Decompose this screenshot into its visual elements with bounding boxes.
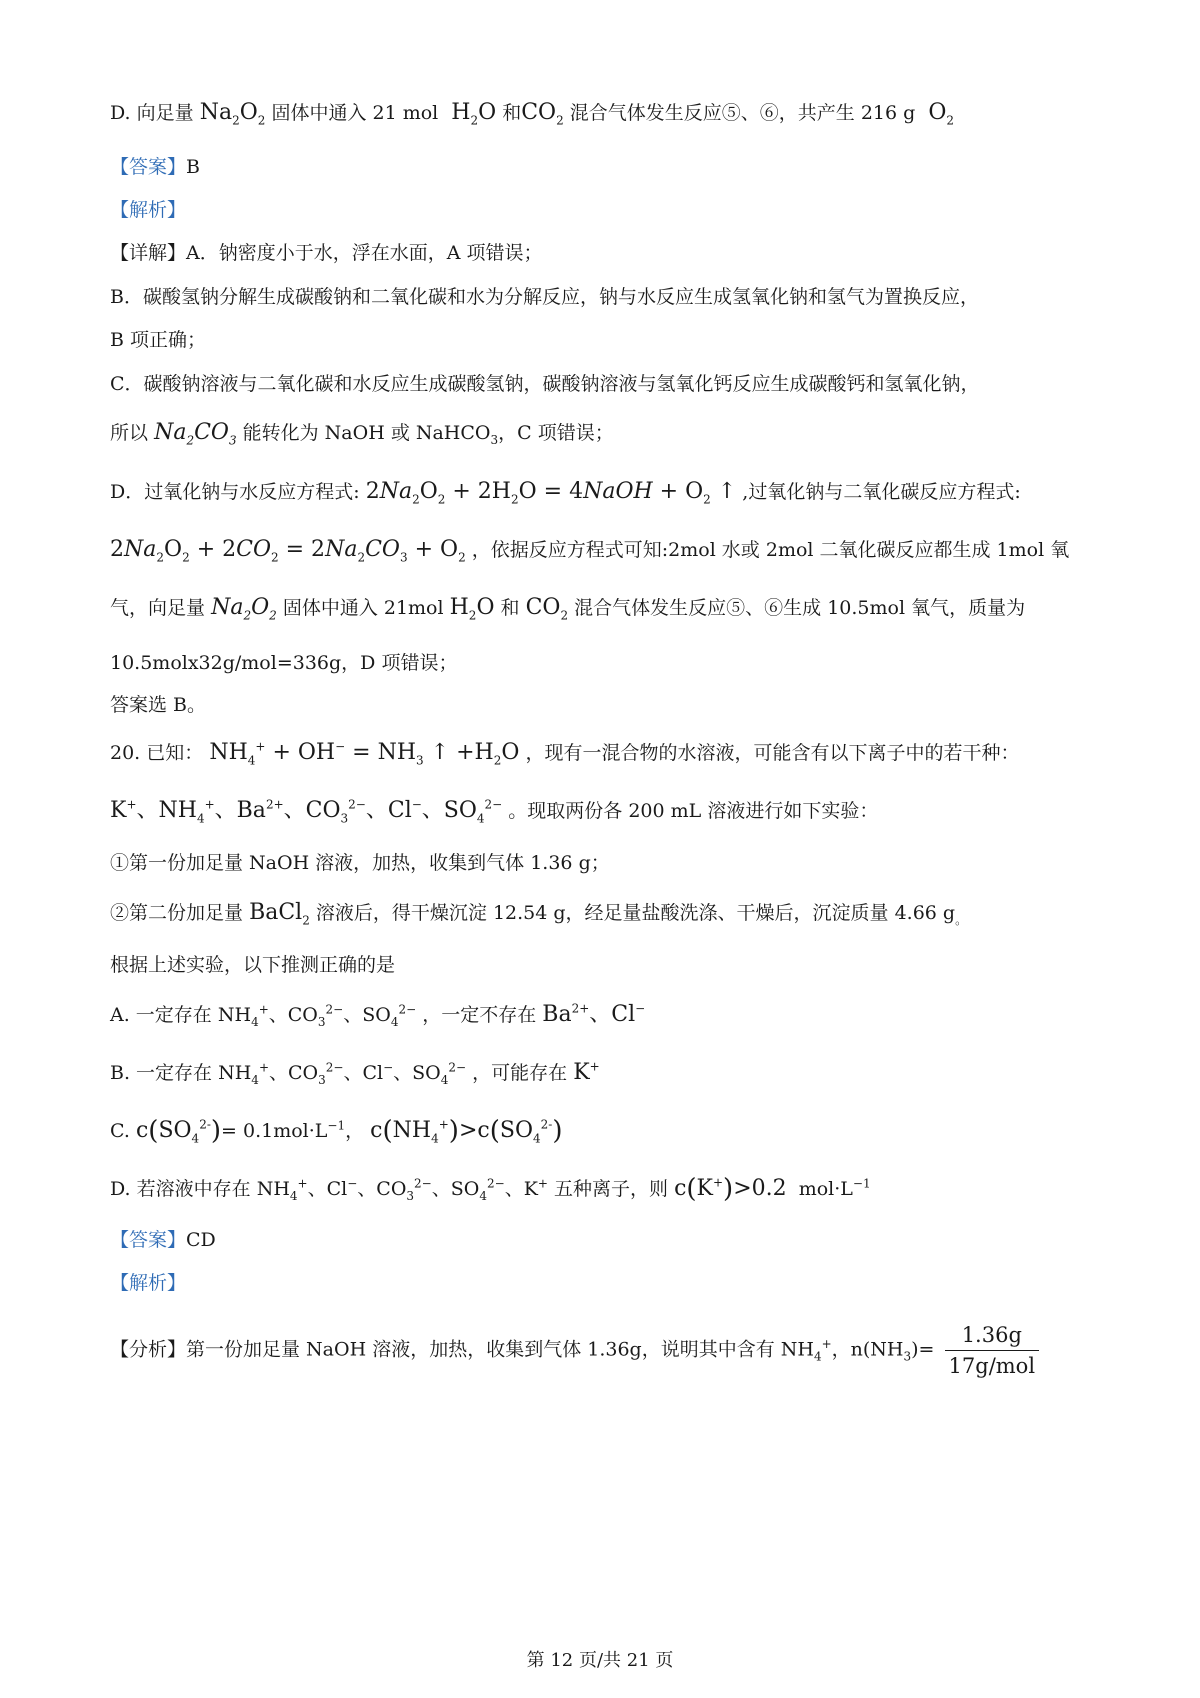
- prev-answer: 【答案】B: [110, 156, 200, 178]
- q20-option-c: C. $c(SO_4^{2-})= 0.1mol\cdot L^{-1}$， $c(NH_4^+)>c(SO_4^{2-})$: [110, 1116, 563, 1146]
- q20-fenxi: 【分析】第一份加足量 NaOH 溶液，加热，收集到气体 1.36g，说明其中含有 $NH_4^+$，$n(NH_3)=$ $\frac{1.36g}{\text{17g/mol}}$: [110, 1322, 1140, 1379]
- prev-analysis-tag: 【解析】: [110, 199, 187, 221]
- q20-exp2: ②第二份加足量 BaCl$_2$ 溶液后，得干燥沉淀 12.54 g，经足量盐酸洗涤、干燥后，沉淀质量 4.66 $g_。$: [110, 900, 968, 928]
- detail-b1: B．碳酸氢钠分解生成碳酸钠和二氧化碳和水为分解反应，钠与水反应生成氢氧化钠和氢气为置换反应，: [110, 286, 979, 308]
- q20-question: 根据上述实验，以下推测正确的是: [110, 954, 396, 976]
- q20-stem1: 20. 已知： $NH_4^+ + OH^- = NH_3$ ↑ $+H_2O$ ，现有一混合物的水溶液，可能含有以下离子中的若干种：: [110, 739, 1020, 768]
- detail-a: 【详解】A．钠密度小于水，浮在水面，A 项错误；: [110, 242, 543, 264]
- detail-d2: $2Na_2O_2 + 2CO_2 = 2Na_2CO_3 + O_2$ ，依据反应方程式可知:2mol 水或 2mol 二氧化碳反应都生成 1mol 氧: [110, 537, 1070, 565]
- detail-b2: B 项正确；: [110, 329, 207, 351]
- q20-analysis-tag: 【解析】: [110, 1272, 187, 1294]
- q20-option-d: D. 若溶液中存在 $NH_4^+$、Cl−、$CO_3^{2-}$、$SO_4^{2-}$、K+ 五种离子，则 c(K+)>0.2 $mol\cdot L^{-1}$: [110, 1174, 871, 1204]
- answer-tag: 【答案】: [110, 156, 187, 178]
- answer-tag: 【答案】: [110, 1229, 187, 1251]
- q20-answer: 【答案】CD: [110, 1229, 216, 1251]
- detail-d4: 10.5molx32g/mol=336g，D 项错误；: [110, 652, 458, 674]
- detail-d1: D．过氧化钠与水反应方程式: $2Na_2O_2 + 2H_2O$ = 4NaOH + $O_2$ ↑ ,过氧化钠与二氧化碳反应方程式:: [110, 479, 1021, 507]
- q20-stem2: K+、$NH_4^+$、$Ba^{2+}$、$CO_3^{2-}$、Cl−、$SO_4^{2-}$ 。现取两份各 200 mL 溶液进行如下实验：: [110, 797, 879, 826]
- prev-option-d: D. 向足量 $Na_2O_2$ 固体中通入 21 mol $H_2O$ 和$CO_2$ 混合气体发生反应⑤、⑥，共产生 216 g $O_2$: [110, 100, 955, 128]
- detail-d3: 气，向足量 $Na_2O_2$ 固体中通入 21mol $H_2O$ 和 $CO_2$ 混合气体发生反应⑤、⑥生成 10.5mol 氧气，质量为: [110, 595, 1026, 623]
- page-footer: 第 12 页/共 21 页: [526, 1650, 674, 1671]
- final-answer: 答案选 B。: [110, 694, 207, 716]
- fraction: $\frac{1.36g}{\text{17g/mol}}$: [945, 1322, 1040, 1379]
- detail-c2: 所以 $Na_2CO_3$ 能转化为 NaOH 或 NaHCO$_3$，C 项错误；: [110, 420, 614, 448]
- q20-exp1: ①第一份加足量 NaOH 溶液，加热，收集到气体 1.36 g；: [110, 852, 610, 874]
- q20-option-b: B. 一定存在 $NH_4^+$、$CO_3^{2-}$、Cl−、$SO_4^{2-}$ ，可能存在 K+: [110, 1059, 600, 1087]
- q20-option-a: A. 一定存在 $NH_4^+$、$CO_3^{2-}$、$SO_4^{2-}$ ，一定不存在 $Ba^{2+}$、Cl−: [110, 1001, 646, 1029]
- detail-c1: C．碳酸钠溶液与二氧化碳和水反应生成碳酸氢钠，碳酸钠溶液与氢氧化钙反应生成碳酸钙和氢氧化钠，: [110, 373, 980, 395]
